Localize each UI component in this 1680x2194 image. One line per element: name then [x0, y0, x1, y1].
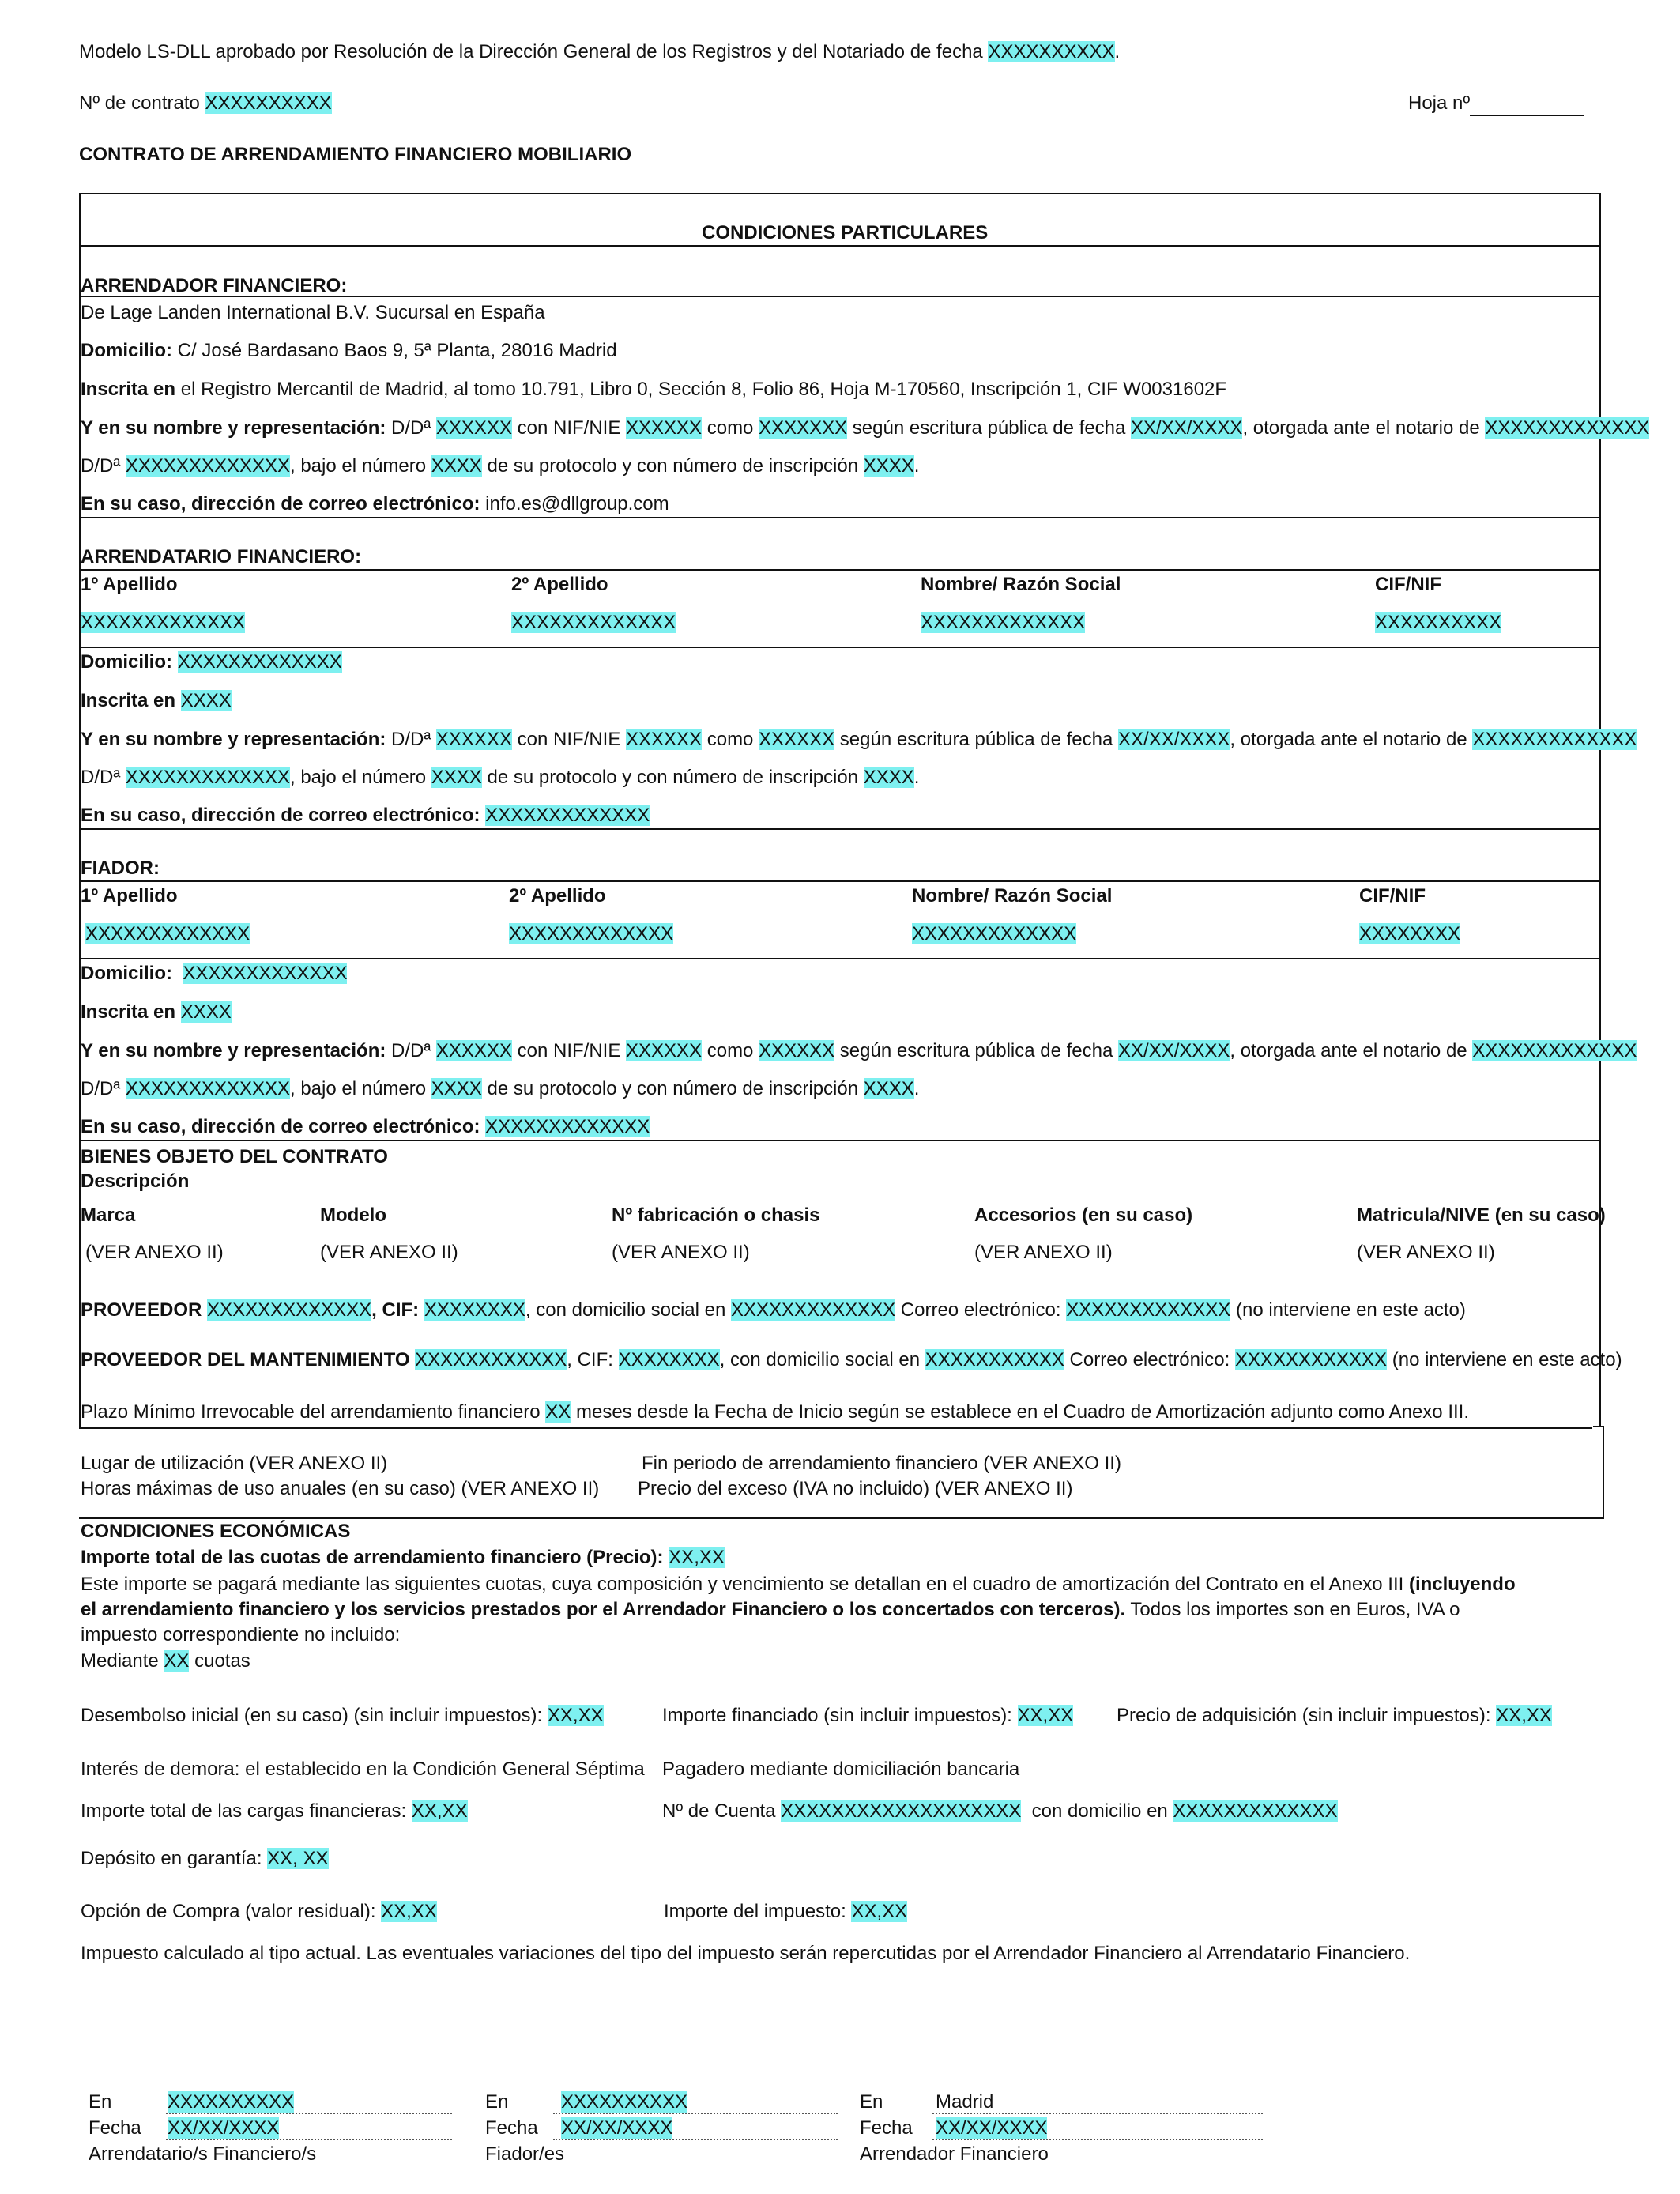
value: XXXXXX	[759, 729, 835, 750]
value: XX,XX	[669, 1547, 725, 1568]
value: XXXXXXXXXXXXX	[125, 1078, 290, 1099]
cargas-financieras	[81, 1800, 468, 1823]
fiador-domicilio	[81, 963, 347, 985]
label: En su caso, dirección de correo electrónico:	[81, 805, 480, 826]
value: XXXX	[431, 455, 482, 477]
text: de su protocolo y con número de inscripción	[481, 455, 864, 477]
value: XX/XX/XXXX	[561, 2117, 673, 2139]
label: Y en su nombre y representación:	[81, 729, 386, 750]
text: (no interviene en este acto)	[1230, 1299, 1466, 1321]
modelo-line	[79, 41, 1120, 63]
text: Todos los importes son en Euros, IVA o impuesto correspondiente no incluido:	[81, 1599, 1460, 1646]
divider	[79, 569, 1601, 571]
fiador-col4: CIF/NIF	[1359, 885, 1426, 907]
text: , otorgada ante el notario de	[1230, 1040, 1473, 1061]
bienes-col-matricula: Matricula/NIVE (en su caso)	[1357, 1204, 1606, 1226]
text: Plazo Mínimo Irrevocable del arrendamiento financiero	[81, 1401, 546, 1423]
text: Mediante	[81, 1650, 164, 1672]
modelo-fecha: XXXXXXXXXX	[988, 41, 1115, 62]
text: Correo electrónico:	[895, 1299, 1067, 1321]
value: C/ José Bardasano Baos 9, 5ª Planta, 28016 Madrid	[172, 340, 617, 361]
label: Importe del impuesto:	[664, 1901, 852, 1922]
fiador-email	[81, 1116, 650, 1138]
horas-maximas: Horas máximas de uso anuales (en su caso) (VER ANEXO II)	[81, 1478, 600, 1499]
value: XX	[545, 1401, 571, 1423]
plazo-line	[81, 1401, 1469, 1423]
label: Domicilio:	[81, 651, 173, 673]
role-label: Fiador/es	[485, 2143, 565, 2165]
value: XXXXXXXXXXXXX	[85, 923, 250, 944]
text: D/Dª	[386, 729, 436, 750]
contrato-number-line	[79, 92, 332, 115]
value: XXXX	[431, 767, 482, 788]
value: XXXXXXXXXXXXX	[125, 767, 290, 788]
value: XX,XX	[1496, 1705, 1552, 1726]
text: de su protocolo y con número de inscripción	[481, 767, 864, 788]
fecha-field[interactable]	[561, 2117, 672, 2139]
precio-adquisicion	[1117, 1705, 1552, 1727]
text: .	[913, 455, 920, 477]
value: XX	[164, 1650, 190, 1672]
text: como	[702, 1040, 759, 1061]
value: XXXX	[180, 1001, 232, 1023]
bienes-col-fabricacion: Nº fabricación o chasis	[612, 1204, 820, 1226]
value: XXXXXXXXXXXX	[1234, 1349, 1388, 1370]
fiador-v4	[1359, 923, 1460, 945]
label: Nº de Cuenta	[662, 1800, 782, 1822]
en-field[interactable]	[561, 2091, 687, 2113]
fiador-v3	[912, 923, 1076, 945]
text: según escritura pública de fecha	[834, 729, 1119, 750]
fiador-col1: 1º Apellido	[81, 885, 178, 907]
value: XXXXXXXXXXXXX	[1472, 729, 1637, 750]
value: XX,XX	[381, 1901, 437, 1922]
arrendatario-representacion	[81, 729, 1637, 751]
dotted-line	[932, 2113, 1263, 2114]
importe-impuesto	[664, 1901, 907, 1923]
proveedor-mantenimiento-line	[81, 1349, 1622, 1371]
value: XXXXXX	[626, 417, 703, 439]
value: XXXXXXXXXXXXX	[1066, 1299, 1231, 1321]
text: con NIF/NIE	[511, 1040, 626, 1061]
divider	[1603, 1426, 1604, 1517]
deposito-garantia	[81, 1848, 329, 1870]
fiador-col2: 2º Apellido	[509, 885, 606, 907]
arrendatario-email	[81, 805, 650, 827]
divider	[1593, 1426, 1604, 1427]
arrendatario-domicilio	[81, 651, 342, 673]
arrendador-heading: ARRENDADOR FINANCIERO:	[81, 275, 348, 296]
interes-demora: Interés de demora: el establecido en la Condición General Séptima	[81, 1759, 645, 1780]
value: XXXXXXXXXXX	[925, 1349, 1064, 1370]
en-field[interactable]	[936, 2091, 993, 2113]
value: XX/XX/XXXX	[168, 2117, 280, 2139]
fiador-representacion	[81, 1040, 1637, 1062]
role-label: Arrendatario/s Financiero/s	[89, 2143, 317, 2165]
divider	[79, 828, 1601, 830]
en-label: En	[860, 2091, 883, 2113]
fin-periodo: Fin periodo de arrendamiento financiero (VER ANEXO II)	[642, 1453, 1121, 1474]
label: PROVEEDOR DEL MANTENIMIENTO	[81, 1349, 410, 1370]
value: XXXXXXXXXXXX	[415, 1349, 567, 1370]
divider	[79, 880, 1601, 882]
label: Importe total de las cargas financieras:	[81, 1800, 412, 1822]
value: XX/XX/XXXX	[1118, 729, 1230, 750]
value: XXXXXXXXXXXXX	[511, 612, 676, 633]
arrendador-email	[81, 493, 669, 515]
text: , otorgada ante el notario de	[1242, 417, 1486, 439]
divider	[79, 1517, 1604, 1519]
bienes-val-modelo: (VER ANEXO II)	[320, 1242, 458, 1263]
text: cuotas	[189, 1650, 250, 1672]
label: Inscrita en	[81, 690, 176, 711]
arrendatario-inscrita	[81, 690, 232, 712]
value: XXXXXXXXXXXXX	[125, 455, 290, 477]
hoja-line	[1408, 92, 1584, 116]
value: XXXXXXXXXXXXX	[1485, 417, 1650, 439]
text: (incluyendo el arrendamiento financiero y los servicios prestados por el Arrendador Financiero o los concertados con terceros).	[81, 1574, 1516, 1620]
modelo-text: Modelo LS-DLL aprobado por Resolución de la Dirección General de los Registros y del Notariado de fecha	[79, 41, 983, 62]
divider	[79, 1140, 1601, 1141]
value: XX, XX	[267, 1848, 329, 1869]
en-field[interactable]	[168, 2091, 294, 2113]
label: PROVEEDOR	[81, 1299, 202, 1321]
en-label: En	[89, 2091, 112, 2113]
hoja-blank	[1470, 92, 1584, 116]
label: Importe total de las cuotas de arrendamiento financiero (Precio):	[81, 1547, 664, 1568]
bienes-descripcion: Descripción	[81, 1171, 190, 1192]
value: XXXXXXXXXXXXX	[921, 612, 1086, 633]
text: Este importe se pagará mediante las siguientes cuotas, cuya composición y vencimiento se detallan en el cuadro de amortización del Contrato en el Anexo III	[81, 1574, 1409, 1595]
value: XXXXXXXX	[424, 1299, 525, 1321]
value: XXXXXXXXXXXXX	[183, 963, 348, 984]
value: XX,XX	[1017, 1705, 1074, 1726]
divider	[79, 517, 1601, 518]
numero-cuenta	[662, 1800, 1338, 1823]
value: XXXXXXXXXXXXX	[177, 651, 342, 673]
value: XXXXXXXXXXXXX	[509, 923, 674, 944]
value: XXXXXXXXXXXXX	[731, 1299, 896, 1321]
arrendatario-v4	[1375, 612, 1501, 634]
label: Inscrita en	[81, 379, 176, 400]
fecha-label: Fecha	[485, 2117, 538, 2139]
value: XXXXXX	[435, 1040, 512, 1061]
divider	[79, 958, 1601, 959]
text: con NIF/NIE	[511, 729, 626, 750]
bienes-col-accesorios: Accesorios (en su caso)	[974, 1204, 1193, 1226]
hoja-label: Hoja nº	[1408, 92, 1471, 114]
text: con domicilio en	[1021, 1800, 1173, 1822]
fiador-heading: FIADOR:	[81, 858, 160, 879]
value: XXXXXXXXXX	[1375, 612, 1502, 633]
value: XXXXXXXXXXXXX	[912, 923, 1077, 944]
bienes-heading: BIENES OBJETO DEL CONTRATO	[81, 1146, 388, 1167]
contrato-label: Nº de contrato	[79, 92, 200, 114]
arrendador-domicilio	[81, 340, 617, 362]
label: Precio de adquisición (sin incluir impuestos):	[1117, 1705, 1497, 1726]
value: XXXX	[863, 767, 914, 788]
fiador-v1	[85, 923, 250, 945]
bienes-val-fabricacion: (VER ANEXO II)	[612, 1242, 750, 1263]
value: XXXX	[431, 1078, 482, 1099]
arrendatario-v3	[921, 612, 1085, 634]
value: XXXXXXXXXXXXX	[485, 1116, 650, 1137]
fecha-label: Fecha	[89, 2117, 141, 2139]
dotted-line	[166, 2139, 452, 2140]
arrendador-representacion	[81, 417, 1649, 439]
text: D/Dª	[386, 1040, 436, 1061]
fecha-label: Fecha	[860, 2117, 913, 2139]
fiador-protocolo	[81, 1078, 919, 1100]
fecha-field[interactable]	[168, 2117, 279, 2139]
value: info.es@dllgroup.com	[480, 493, 669, 515]
text: según escritura pública de fecha	[834, 1040, 1119, 1061]
value: el Registro Mercantil de Madrid, al tomo 10.791, Libro 0, Sección 8, Folio 86, Hoja M-170560, Inscripción 1, CIF W0031602F	[175, 379, 1227, 400]
pagadero: Pagadero mediante domiciliación bancaria	[662, 1759, 1020, 1780]
economicas-heading: CONDICIONES ECONÓMICAS	[81, 1521, 351, 1542]
value: XXXXXXXXXX	[168, 2091, 295, 2113]
label: Importe financiado (sin incluir impuestos):	[662, 1705, 1018, 1726]
dotted-line	[553, 2139, 838, 2140]
arrendador-protocolo	[81, 455, 919, 477]
value: XXXX	[863, 1078, 914, 1099]
fiador-inscrita	[81, 1001, 232, 1023]
proveedor-line	[81, 1299, 1466, 1321]
arrendatario-col4: CIF/NIF	[1375, 574, 1441, 595]
value: XXXXXXXXXXXXXXXXXXX	[781, 1800, 1022, 1822]
label: En su caso, dirección de correo electrónico:	[81, 493, 480, 515]
arrendatario-col1: 1º Apellido	[81, 574, 178, 595]
value: XXXXXX	[435, 729, 512, 750]
importe-paragraph	[81, 1572, 1519, 1648]
text: .	[913, 767, 920, 788]
doc-title: CONTRATO DE ARRENDAMIENTO FINANCIERO MOBILIARIO	[79, 144, 632, 165]
precio-exceso: Precio del exceso (IVA no incluido) (VER ANEXO II)	[638, 1478, 1073, 1499]
mediante-cuotas	[81, 1650, 250, 1672]
text: .	[913, 1078, 920, 1099]
importe-total	[81, 1547, 725, 1569]
impuesto-note: Impuesto calculado al tipo actual. Las eventuales variaciones del tipo del impuesto serán repercutidas por el Arrendador Financiero al Arrendatario Financiero.	[81, 1943, 1411, 1964]
value: XXXXXX	[759, 1040, 835, 1061]
text: de su protocolo y con número de inscripción	[481, 1078, 864, 1099]
arrendatario-col3: Nombre/ Razón Social	[921, 574, 1121, 595]
role-label: Arrendador Financiero	[860, 2143, 1049, 2165]
text: como	[702, 729, 759, 750]
text: según escritura pública de fecha	[847, 417, 1132, 439]
text: , otorgada ante el notario de	[1230, 729, 1473, 750]
value: XX/XX/XXXX	[1118, 1040, 1230, 1061]
text: Correo electrónico:	[1064, 1349, 1235, 1370]
importe-financiado	[662, 1705, 1073, 1727]
desembolso-inicial	[81, 1705, 604, 1727]
bienes-val-accesorios: (VER ANEXO II)	[974, 1242, 1113, 1263]
fiador-v2	[509, 923, 673, 945]
text: D/Dª	[81, 767, 126, 788]
arrendatario-col2: 2º Apellido	[511, 574, 608, 595]
text: meses desde la Fecha de Inicio según se establece en el Cuadro de Amortización adjunto como Anexo III.	[571, 1401, 1469, 1423]
value: XXXXXXXX	[1359, 923, 1461, 944]
en-label: En	[485, 2091, 509, 2113]
label: Inscrita en	[81, 1001, 176, 1023]
dotted-line	[553, 2113, 838, 2114]
label: Y en su nombre y representación:	[81, 417, 386, 439]
contrato-value: XXXXXXXXXX	[205, 92, 332, 114]
dotted-line	[166, 2113, 452, 2114]
fiador-col3: Nombre/ Razón Social	[912, 885, 1113, 907]
fecha-field[interactable]	[936, 2117, 1047, 2139]
text: como	[702, 417, 759, 439]
text: , con domicilio social en	[719, 1349, 925, 1370]
value: XXXXXX	[626, 729, 703, 750]
dotted-line	[932, 2139, 1263, 2140]
text: D/Dª	[81, 455, 126, 477]
label: Depósito en garantía:	[81, 1848, 268, 1869]
value: XXXX	[863, 455, 914, 477]
divider	[79, 647, 1601, 648]
lugar-utilizacion: Lugar de utilización (VER ANEXO II)	[81, 1453, 388, 1474]
arrendatario-v1	[81, 612, 245, 634]
label: Domicilio:	[81, 340, 173, 361]
value: XXXXXX	[626, 1040, 703, 1061]
value: Madrid	[936, 2091, 994, 2113]
text: D/Dª	[386, 417, 436, 439]
text: D/Dª	[81, 1078, 126, 1099]
value: XXXXXXXX	[618, 1349, 720, 1370]
text: con NIF/NIE	[511, 417, 626, 439]
value: XX,XX	[411, 1800, 468, 1822]
label: En su caso, dirección de correo electrónico:	[81, 1116, 480, 1137]
value: XXXXXXXXXXXXX	[485, 805, 650, 826]
bienes-col-marca: Marca	[81, 1204, 136, 1226]
label: , CIF:	[567, 1349, 619, 1370]
modelo-suffix: .	[1114, 41, 1121, 62]
value: XXXXXXXXXXXXX	[1173, 1800, 1338, 1822]
arrendador-inscrita	[81, 379, 1226, 401]
text: , bajo el número	[290, 455, 431, 477]
arrendatario-protocolo	[81, 767, 919, 789]
condiciones-title: CONDICIONES PARTICULARES	[702, 222, 989, 243]
label: Y en su nombre y representación:	[81, 1040, 386, 1061]
value: XX,XX	[851, 1901, 908, 1922]
value: XX/XX/XXXX	[936, 2117, 1048, 2139]
bienes-val-matricula: (VER ANEXO II)	[1357, 1242, 1495, 1263]
value: XXXXXXXXXXXXX	[1472, 1040, 1637, 1061]
arrendatario-v2	[511, 612, 676, 634]
value: XX/XX/XXXX	[1131, 417, 1243, 439]
text: , bajo el número	[290, 767, 431, 788]
value: XXXX	[180, 690, 232, 711]
text: (no interviene en este acto)	[1387, 1349, 1622, 1370]
label: Desembolso inicial (en su caso) (sin incluir impuestos):	[81, 1705, 548, 1726]
value: XXXXXXX	[759, 417, 848, 439]
value: XXXXXXXXXX	[561, 2091, 688, 2113]
text: , con domicilio social en	[525, 1299, 732, 1321]
label: , CIF:	[371, 1299, 420, 1321]
value: XXXXXXXXXXXXX	[207, 1299, 372, 1321]
text: , bajo el número	[290, 1078, 431, 1099]
value: XX,XX	[547, 1705, 604, 1726]
opcion-compra	[81, 1901, 437, 1923]
arrendatario-heading: ARRENDATARIO FINANCIERO:	[81, 546, 362, 567]
divider	[79, 296, 1601, 297]
divider	[79, 245, 1601, 247]
bienes-val-marca: (VER ANEXO II)	[85, 1242, 224, 1263]
value: XXXXXXXXXXXXX	[81, 612, 246, 633]
value: XXXXXX	[435, 417, 512, 439]
label: Domicilio:	[81, 963, 173, 984]
label: Opción de Compra (valor residual):	[81, 1901, 382, 1922]
arrendador-name: De Lage Landen International B.V. Sucursal en España	[81, 302, 545, 323]
bienes-col-modelo: Modelo	[320, 1204, 386, 1226]
